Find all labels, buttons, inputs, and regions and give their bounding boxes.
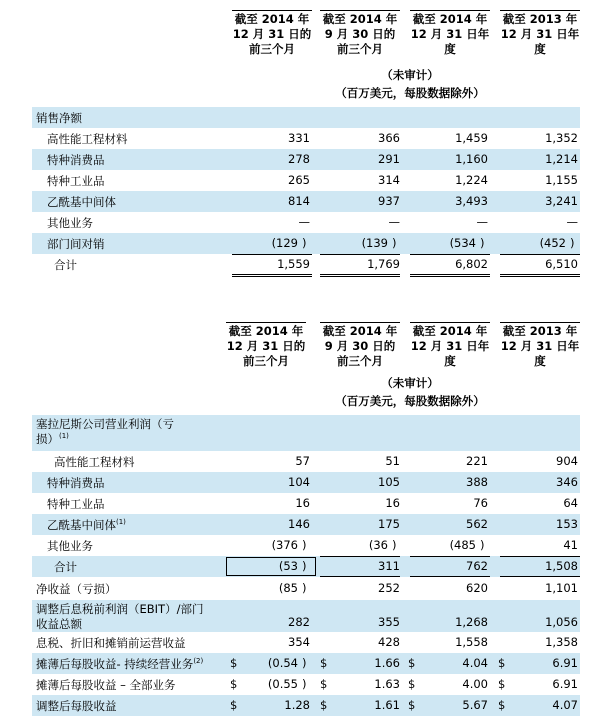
operating-income-table bbox=[0, 322, 608, 720]
subtotal-rule bbox=[500, 556, 580, 557]
value-cell: 41 bbox=[563, 538, 578, 552]
currency-symbol: $ bbox=[498, 677, 506, 691]
value-cell: 428 bbox=[378, 635, 400, 649]
value-cell: 311 bbox=[378, 559, 400, 573]
value-cell: 51 bbox=[385, 454, 400, 468]
row-label: 其他业务 bbox=[47, 216, 93, 230]
row-label: 高性能工程材料 bbox=[54, 455, 135, 469]
total-double-rule bbox=[232, 274, 312, 277]
currency-symbol: $ bbox=[408, 656, 416, 670]
col-header-fy-2013: 截至 2013 年 12 月 31 日年 度 bbox=[500, 322, 580, 390]
value-cell: 1,358 bbox=[545, 635, 578, 649]
value-cell: 76 bbox=[473, 496, 488, 510]
closing-paren: ) bbox=[302, 559, 307, 573]
value-cell: 562 bbox=[466, 517, 488, 531]
closing-paren: ) bbox=[302, 677, 307, 691]
table-row bbox=[32, 149, 580, 170]
value-cell: 265 bbox=[288, 173, 310, 187]
closing-paren: ) bbox=[392, 538, 397, 552]
value-cell: 904 bbox=[556, 454, 578, 468]
value-cell: 3,241 bbox=[545, 194, 578, 208]
value-cell: (376 bbox=[271, 538, 298, 552]
total-double-rule bbox=[320, 274, 400, 277]
value-cell: 16 bbox=[385, 496, 400, 510]
currency-symbol: $ bbox=[230, 677, 238, 691]
currency-symbol: $ bbox=[320, 677, 328, 691]
value-cell: 388 bbox=[466, 475, 488, 489]
table-row bbox=[32, 695, 580, 716]
value-cell: 16 bbox=[295, 496, 310, 510]
value-cell: 620 bbox=[466, 581, 488, 595]
col-header-fy-2014: 截至 2014 年 12 月 31 日年 度 bbox=[410, 322, 490, 390]
value-cell: 4.07 bbox=[552, 698, 578, 712]
table-row bbox=[32, 233, 580, 254]
table-row bbox=[32, 254, 580, 275]
units-label: （百万美元，每股数据除外） bbox=[335, 86, 485, 100]
value-cell: (129 bbox=[271, 236, 298, 250]
subtotal-rule bbox=[410, 254, 490, 255]
value-cell: (452 bbox=[539, 236, 566, 250]
currency-symbol: $ bbox=[230, 656, 238, 670]
table-row bbox=[32, 535, 580, 556]
currency-symbol: $ bbox=[498, 698, 506, 712]
table-row bbox=[32, 472, 580, 493]
value-cell: (85 bbox=[278, 581, 298, 595]
value-cell: 104 bbox=[288, 475, 310, 489]
table-row bbox=[32, 451, 580, 472]
row-label: 净收益（亏损） bbox=[36, 582, 117, 596]
highlight-box bbox=[226, 557, 316, 576]
closing-paren: ) bbox=[302, 236, 307, 250]
table-row bbox=[32, 128, 580, 149]
row-label: 特种工业品 bbox=[47, 174, 105, 188]
row-label: 息税、折旧和摊销前运营收益 bbox=[36, 636, 186, 650]
value-cell: 1,559 bbox=[277, 257, 310, 271]
row-label: 特种消费品 bbox=[47, 476, 105, 490]
value-cell: 1,160 bbox=[455, 152, 488, 166]
subtotal-rule bbox=[500, 576, 580, 577]
value-cell: (485 bbox=[449, 538, 476, 552]
value-cell: 6.91 bbox=[552, 656, 578, 670]
row-label: 部门间对销 bbox=[47, 237, 105, 251]
value-cell: (0.54 bbox=[267, 656, 298, 670]
col-header-fy-2013: 截至 2013 年 12 月 31 日年 度 bbox=[500, 10, 580, 78]
value-cell: 814 bbox=[288, 194, 310, 208]
section-title-row bbox=[32, 415, 580, 451]
col-header-q3-2014: 截至 2014 年 9 月 30 日的 前三个月 bbox=[320, 10, 400, 78]
row-label: 合计 bbox=[54, 560, 77, 574]
value-cell: 57 bbox=[295, 454, 310, 468]
value-cell: 314 bbox=[378, 173, 400, 187]
value-cell: 4.04 bbox=[462, 656, 488, 670]
row-label: 高性能工程材料 bbox=[47, 132, 128, 146]
value-cell: 282 bbox=[288, 615, 310, 629]
value-cell: — bbox=[298, 215, 310, 229]
row-label: 乙酰基中间体 bbox=[47, 195, 116, 209]
total-double-rule bbox=[410, 274, 490, 277]
value-cell: 1,214 bbox=[545, 152, 578, 166]
value-cell: 1.63 bbox=[374, 677, 400, 691]
table-row bbox=[32, 493, 580, 514]
subtotal-rule bbox=[232, 254, 312, 255]
row-label: 乙酰基中间体$^{(1)}$ bbox=[47, 518, 126, 532]
value-cell: 762 bbox=[466, 559, 488, 573]
value-cell: 1,459 bbox=[455, 131, 488, 145]
value-cell: — bbox=[388, 215, 400, 229]
value-cell: 1,056 bbox=[545, 615, 578, 629]
value-cell: 1,224 bbox=[455, 173, 488, 187]
value-cell: (36 bbox=[368, 538, 388, 552]
value-cell: 146 bbox=[288, 517, 310, 531]
value-cell: 346 bbox=[556, 475, 578, 489]
closing-paren: ) bbox=[480, 236, 485, 250]
table-row bbox=[32, 578, 580, 599]
value-cell: 278 bbox=[288, 152, 310, 166]
table-row bbox=[32, 212, 580, 233]
currency-symbol: $ bbox=[408, 677, 416, 691]
value-cell: 1,558 bbox=[455, 635, 488, 649]
value-cell: 366 bbox=[378, 131, 400, 145]
currency-symbol: $ bbox=[320, 698, 328, 712]
currency-symbol: $ bbox=[230, 698, 238, 712]
closing-paren: ) bbox=[480, 538, 485, 552]
table-row bbox=[32, 170, 580, 191]
col-header-q4-2014: 截至 2014 年 12 月 31 日的 前三个月 bbox=[232, 10, 312, 78]
subtotal-rule bbox=[320, 254, 400, 255]
subtotal-rule bbox=[410, 576, 490, 577]
value-cell: 175 bbox=[378, 517, 400, 531]
value-cell: 1,508 bbox=[545, 559, 578, 573]
row-label: 特种工业品 bbox=[47, 497, 105, 511]
subtotal-rule bbox=[320, 576, 400, 577]
value-cell: 153 bbox=[556, 517, 578, 531]
closing-paren: ) bbox=[302, 538, 307, 552]
value-cell: 1,352 bbox=[545, 131, 578, 145]
value-cell: 937 bbox=[378, 194, 400, 208]
value-cell: 5.67 bbox=[462, 698, 488, 712]
value-cell: (534 bbox=[449, 236, 476, 250]
table-row bbox=[32, 600, 580, 632]
value-cell: 105 bbox=[378, 475, 400, 489]
currency-symbol: $ bbox=[320, 656, 328, 670]
closing-paren: ) bbox=[302, 581, 307, 595]
value-cell: 6,510 bbox=[545, 257, 578, 271]
value-cell: 3,493 bbox=[455, 194, 488, 208]
currency-symbol: $ bbox=[498, 656, 506, 670]
row-label: 摊薄后每股收益 – 全部业务 bbox=[36, 678, 176, 692]
value-cell: 1,101 bbox=[545, 581, 578, 595]
value-cell: 354 bbox=[288, 635, 310, 649]
unaudited-label: （未审计） bbox=[381, 376, 439, 390]
unaudited-label: （未审计） bbox=[381, 68, 439, 82]
table-row bbox=[32, 514, 580, 535]
value-cell: 1,769 bbox=[367, 257, 400, 271]
units-label: （百万美元，每股数据除外） bbox=[335, 394, 485, 408]
value-cell: 1.28 bbox=[284, 698, 310, 712]
row-label: 调整后每股收益 bbox=[36, 699, 117, 713]
operating-income-header bbox=[0, 322, 608, 418]
value-cell: 252 bbox=[378, 581, 400, 595]
value-cell: 291 bbox=[378, 152, 400, 166]
subtotal-rule bbox=[500, 254, 580, 255]
closing-paren: ) bbox=[302, 656, 307, 670]
table-row bbox=[32, 191, 580, 212]
subtotal-rule bbox=[410, 556, 490, 557]
value-cell: 331 bbox=[288, 131, 310, 145]
value-cell: 6.91 bbox=[552, 677, 578, 691]
section-title-row bbox=[32, 107, 580, 128]
table-row bbox=[32, 653, 580, 674]
value-cell: 1,268 bbox=[455, 615, 488, 629]
table-row bbox=[32, 674, 580, 695]
section-title: 销售净额 bbox=[36, 111, 82, 125]
col-header-q3-2014: 截至 2014 年 9 月 30 日的 前三个月 bbox=[320, 322, 400, 390]
closing-paren: ) bbox=[392, 236, 397, 250]
value-cell: — bbox=[566, 215, 578, 229]
value-cell: 221 bbox=[466, 454, 488, 468]
table-row bbox=[32, 632, 580, 653]
col-header-fy-2014: 截至 2014 年 12 月 31 日年 度 bbox=[410, 10, 490, 78]
value-cell: — bbox=[476, 215, 488, 229]
value-cell: (53 bbox=[278, 559, 298, 573]
total-double-rule bbox=[500, 274, 580, 277]
row-label: 摊薄后每股收益- 持续经营业务$^{(2)}$ bbox=[36, 657, 204, 671]
net-sales-table bbox=[0, 10, 608, 280]
row-label: 调整后息税前利润（EBIT）/部门 收益总额 bbox=[36, 602, 204, 631]
value-cell: 355 bbox=[378, 615, 400, 629]
row-label: 合计 bbox=[54, 258, 77, 272]
subtotal-rule bbox=[320, 556, 400, 557]
net-sales-header bbox=[0, 10, 608, 106]
row-label: 特种消费品 bbox=[47, 153, 105, 167]
value-cell: (139 bbox=[361, 236, 388, 250]
section-title: 塞拉尼斯公司营业利润（亏 损）$^{(1)}$ bbox=[36, 417, 174, 446]
value-cell: 1,155 bbox=[545, 173, 578, 187]
closing-paren: ) bbox=[570, 236, 575, 250]
col-header-q4-2014: 截至 2014 年 12 月 31 日的 前三个月 bbox=[226, 322, 306, 390]
value-cell: 4.00 bbox=[462, 677, 488, 691]
row-label: 其他业务 bbox=[47, 539, 93, 553]
value-cell: 64 bbox=[563, 496, 578, 510]
currency-symbol: $ bbox=[408, 698, 416, 712]
value-cell: (0.55 bbox=[267, 677, 298, 691]
value-cell: 6,802 bbox=[455, 257, 488, 271]
value-cell: 1.61 bbox=[374, 698, 400, 712]
value-cell: 1.66 bbox=[374, 656, 400, 670]
